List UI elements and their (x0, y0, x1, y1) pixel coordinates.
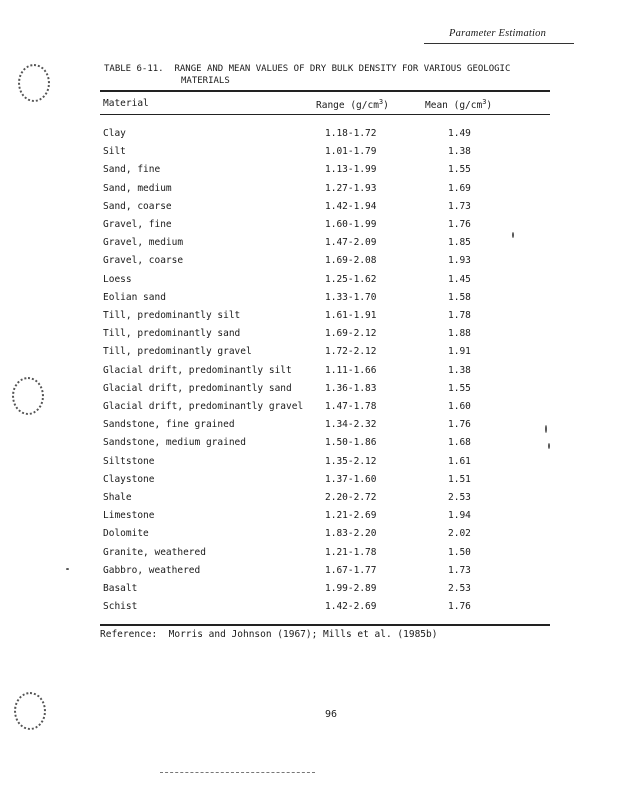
mean-cell: 1.60 (448, 401, 471, 412)
mean-cell: 1.69 (448, 182, 471, 194)
material-cell: Sand, medium (103, 182, 172, 194)
table-row (0, 219, 618, 233)
footer-scan-dashes (160, 772, 315, 773)
material-cell: Till, predominantly sand (103, 328, 241, 340)
binder-hole-middle (12, 377, 44, 415)
table-caption-line-2: MATERIALS (181, 76, 230, 86)
table-row (0, 383, 618, 397)
range-cell: 1.21-1.78 (325, 546, 377, 558)
table-row (0, 128, 618, 142)
mean-cell: 1.49 (448, 128, 471, 139)
material-cell: Siltstone (103, 455, 155, 467)
table-row (0, 255, 618, 269)
range-cell: 1.33-1.70 (325, 291, 377, 303)
binder-hole-top (18, 64, 50, 102)
binder-hole-bottom (14, 692, 46, 730)
range-cell: 1.83-2.20 (325, 528, 377, 540)
table-row (0, 237, 618, 251)
mean-cell: 1.76 (448, 219, 471, 230)
mean-cell: 2.53 (448, 492, 471, 503)
column-header-mean-close: ) (486, 100, 493, 112)
material-cell: Schist (103, 601, 138, 613)
table-row (0, 528, 618, 542)
table-row (0, 474, 618, 488)
material-cell: Sand, fine (103, 164, 161, 176)
running-header: Parameter Estimation (449, 28, 547, 39)
header-rule (424, 43, 574, 44)
table-row (0, 456, 618, 470)
mean-cell: 1.93 (448, 255, 471, 267)
range-cell: 1.99-2.89 (325, 583, 377, 594)
column-header-range-label: Range (g/cm (316, 100, 379, 112)
table-row (0, 346, 618, 360)
range-cell: 1.21-2.69 (325, 510, 377, 522)
table-row (0, 601, 618, 615)
scan-speck (66, 568, 69, 570)
material-cell: Till, predominantly gravel (103, 346, 252, 358)
mean-cell: 1.68 (448, 437, 471, 449)
table-caption-line-1: TABLE 6-11. RANGE AND MEAN VALUES OF DRY BULK DENSITY FOR VARIOUS GEOLOGIC (104, 64, 511, 74)
mean-cell: 1.91 (448, 346, 471, 358)
material-cell: Gabbro, weathered (103, 564, 201, 576)
material-cell: Sandstone, medium grained (103, 437, 246, 449)
material-cell: Glacial drift, predominantly sand (103, 382, 292, 394)
mean-cell: 1.45 (448, 273, 471, 285)
mean-cell: 2.02 (448, 528, 471, 540)
range-cell: 1.50-1.86 (325, 437, 377, 449)
scan-speck (545, 425, 547, 433)
range-cell: 1.47-1.78 (325, 401, 377, 412)
material-cell: Till, predominantly silt (103, 310, 241, 321)
range-cell: 1.36-1.83 (325, 382, 377, 394)
material-cell: Loess (103, 273, 132, 285)
table-row (0, 201, 618, 215)
mean-cell: 1.78 (448, 310, 471, 321)
mean-cell: 2.53 (448, 583, 471, 594)
table-row (0, 146, 618, 160)
mean-cell: 1.55 (448, 164, 471, 176)
page-number: 96 (325, 709, 338, 720)
column-header-range (316, 98, 389, 111)
mean-cell: 1.51 (448, 473, 471, 485)
table-row (0, 565, 618, 579)
range-cell: 1.67-1.77 (325, 564, 377, 576)
mean-cell: 1.55 (448, 382, 471, 394)
table-row (0, 583, 618, 597)
range-cell: 1.34-2.32 (325, 419, 377, 431)
scan-speck (548, 443, 550, 449)
material-cell: Glacial drift, predominantly gravel (103, 401, 304, 412)
column-header-mean-label: Mean (g/cm (425, 100, 483, 112)
material-cell: Gravel, coarse (103, 255, 184, 267)
range-cell: 1.25-1.62 (325, 273, 377, 285)
material-cell: Dolomite (103, 528, 149, 540)
material-cell: Glacial drift, predominantly silt (103, 364, 292, 376)
table-bottom-rule (100, 624, 550, 626)
table-row (0, 510, 618, 524)
mean-cell: 1.73 (448, 564, 471, 576)
table-row (0, 492, 618, 506)
material-cell: Shale (103, 492, 132, 503)
material-cell: Clay (103, 128, 126, 139)
range-cell: 1.42-2.69 (325, 601, 377, 613)
table-row (0, 310, 618, 324)
material-cell: Granite, weathered (103, 546, 206, 558)
material-cell: Gravel, fine (103, 219, 172, 230)
mean-cell: 1.61 (448, 455, 471, 467)
mean-cell: 1.88 (448, 328, 471, 340)
material-cell: Silt (103, 146, 126, 158)
column-header-mean-exponent: 3 (482, 98, 487, 106)
table-row (0, 164, 618, 178)
table-row (0, 401, 618, 415)
range-cell: 1.18-1.72 (325, 128, 377, 139)
range-cell: 1.42-1.94 (325, 200, 377, 212)
range-cell: 1.35-2.12 (325, 455, 377, 467)
mean-cell: 1.76 (448, 419, 471, 431)
column-header-mean (425, 98, 492, 111)
table-caption (104, 63, 510, 87)
range-cell: 2.20-2.72 (325, 492, 377, 503)
material-cell: Gravel, medium (103, 237, 184, 249)
material-cell: Claystone (103, 473, 155, 485)
table-row (0, 365, 618, 379)
material-cell: Sand, coarse (103, 200, 172, 212)
material-cell: Basalt (103, 583, 138, 594)
range-cell: 1.13-1.99 (325, 164, 377, 176)
range-cell: 1.37-1.60 (325, 473, 377, 485)
table-row (0, 328, 618, 342)
range-cell: 1.69-2.08 (325, 255, 377, 267)
table-row (0, 419, 618, 433)
table-row (0, 292, 618, 306)
mean-cell: 1.38 (448, 364, 471, 376)
range-cell: 1.60-1.99 (325, 219, 377, 230)
mean-cell: 1.73 (448, 200, 471, 212)
mean-cell: 1.85 (448, 237, 471, 249)
column-header-range-close: ) (383, 100, 389, 112)
table-row (0, 274, 618, 288)
column-header-material: Material (103, 98, 149, 109)
range-cell: 1.69-2.12 (325, 328, 377, 340)
range-cell: 1.72-2.12 (325, 346, 377, 358)
material-cell: Limestone (103, 510, 155, 522)
scan-speck (512, 232, 514, 238)
range-cell: 1.27-1.93 (325, 182, 377, 194)
mean-cell: 1.38 (448, 146, 471, 158)
mean-cell: 1.50 (448, 546, 471, 558)
table-row (0, 183, 618, 197)
range-cell: 1.61-1.91 (325, 310, 377, 321)
mean-cell: 1.76 (448, 601, 471, 613)
material-cell: Sandstone, fine grained (103, 419, 235, 431)
reference-note: Reference: Morris and Johnson (1967); Mills et al. (1985b) (100, 629, 438, 640)
range-cell: 1.11-1.66 (325, 364, 377, 376)
range-cell: 1.01-1.79 (325, 146, 377, 158)
table-top-rule (100, 90, 550, 92)
mean-cell: 1.94 (448, 510, 471, 522)
table-row (0, 547, 618, 561)
header-underline-rule (100, 114, 550, 115)
column-header-range-exponent: 3 (378, 98, 384, 106)
mean-cell: 1.58 (448, 291, 471, 303)
material-cell: Eolian sand (103, 291, 166, 303)
table-row (0, 437, 618, 451)
range-cell: 1.47-2.09 (325, 237, 377, 249)
